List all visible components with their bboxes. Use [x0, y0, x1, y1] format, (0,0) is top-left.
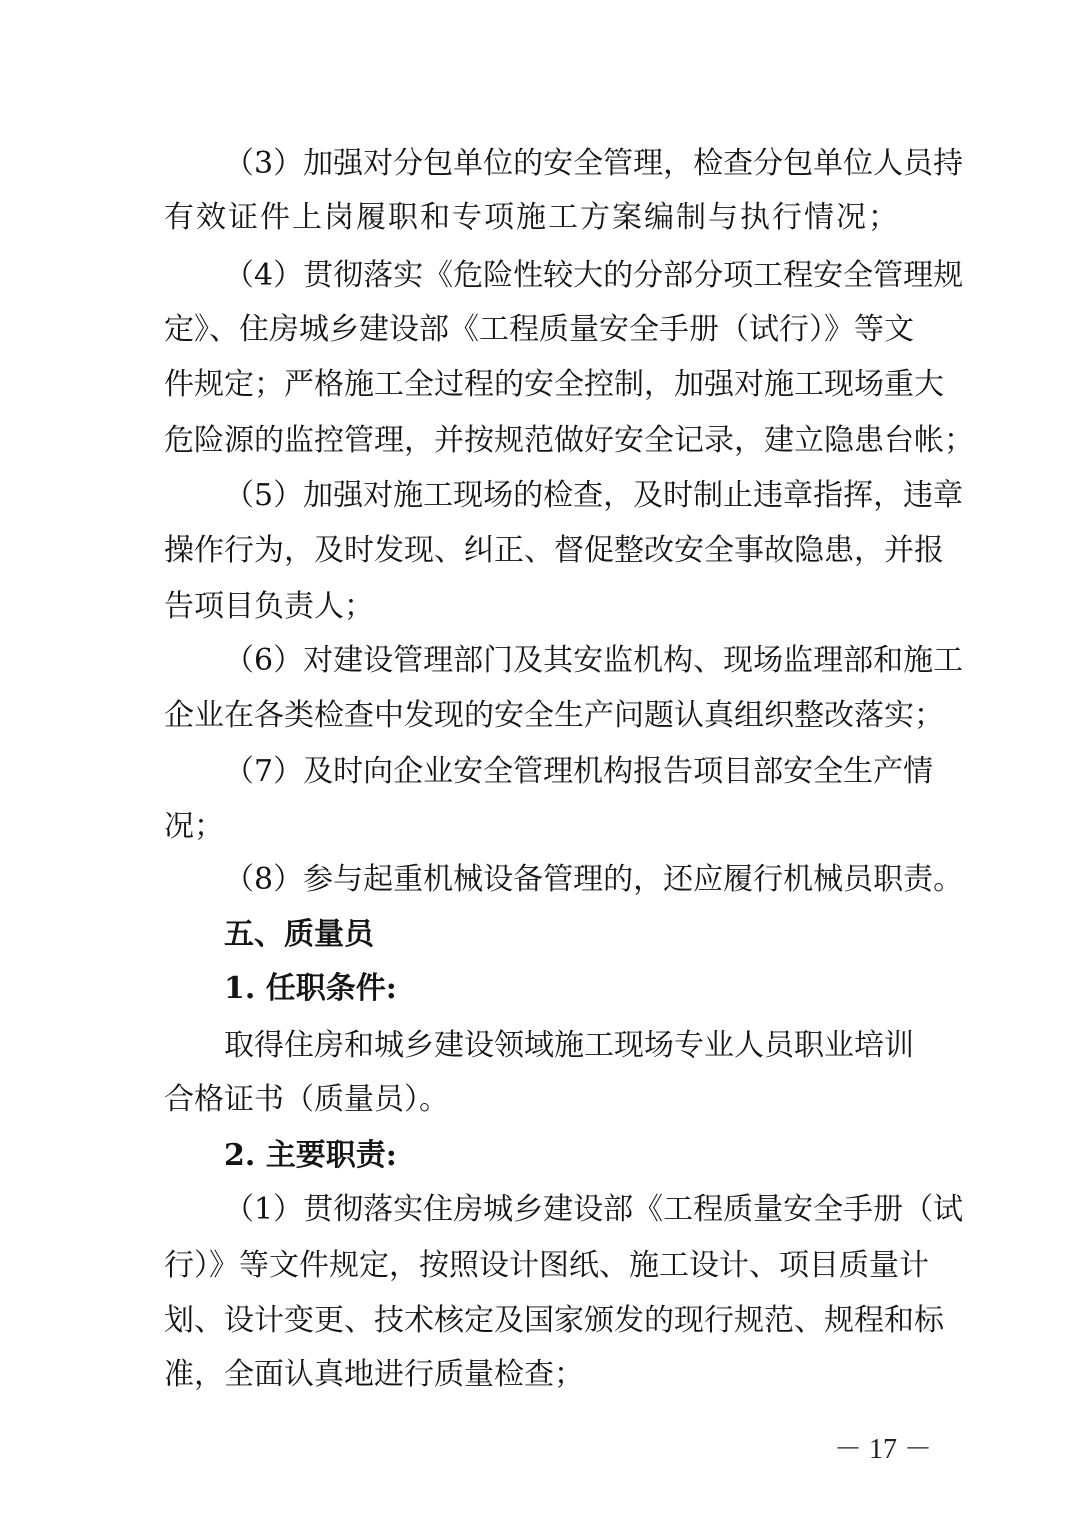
page-number: － 17 － — [834, 1434, 933, 1465]
paragraph-7-line-1: （7）及时向企业安全管理机构报告项目部安全生产情 — [224, 754, 934, 789]
duty-1-line-4: 准，全面认真地进行质量检查； — [164, 1357, 584, 1392]
paragraph-7-line-2: 况； — [164, 809, 224, 844]
paragraph-5-line-1: （5）加强对施工现场的检查，及时制止违章指挥，违章 — [224, 478, 964, 513]
section-heading: 五、质量员 — [224, 917, 374, 952]
paragraph-3-line-1: （3）加强对分包单位的安全管理，检查分包单位人员持 — [224, 146, 964, 181]
duty-1-line-1: （1）贯彻落实住房城乡建设部《工程质量安全手册（试 — [224, 1192, 964, 1227]
qualifications-heading: 1. 任职条件: — [224, 971, 397, 1006]
qualifications-line-2: 合格证书（质量员）。 — [164, 1082, 449, 1117]
paragraph-6-line-2: 企业在各类检查中发现的安全生产问题认真组织整改落实； — [164, 698, 944, 733]
paragraph-4-line-3: 件规定；严格施工全过程的安全控制，加强对施工现场重大 — [164, 367, 944, 402]
paragraph-4-line-1: （4）贯彻落实《危险性较大的分部分项工程安全管理规 — [224, 258, 964, 293]
qualifications-line-1: 取得住房和城乡建设领域施工现场专业人员职业培训 — [224, 1028, 914, 1063]
paragraph-3-line-2: 有效证件上岗履职和专项施工方案编制与执行情况； — [164, 200, 898, 235]
paragraph-6-line-1: （6）对建设管理部门及其安监机构、现场监理部和施工 — [224, 643, 964, 678]
paragraph-5-line-3: 告项目负责人； — [164, 589, 374, 624]
paragraph-5-line-2: 操作行为，及时发现、纠正、督促整改安全事故隐患，并报 — [164, 533, 944, 568]
paragraph-4-line-4: 危险源的监控管理，并按规范做好安全记录，建立隐患台帐； — [164, 423, 974, 458]
duties-heading: 2. 主要职责: — [224, 1138, 397, 1173]
paragraph-4-line-2: 定》、住房城乡建设部《工程质量安全手册（试行）》等文 — [164, 312, 914, 347]
duty-1-line-3: 划、设计变更、技术核定及国家颁发的现行规范、规程和标 — [164, 1303, 944, 1338]
paragraph-8-line-1: （8）参与起重机械设备管理的，还应履行机械员职责。 — [224, 862, 964, 897]
duty-1-line-2: 行）》等文件规定，按照设计图纸、施工设计、项目质量计 — [164, 1248, 929, 1283]
